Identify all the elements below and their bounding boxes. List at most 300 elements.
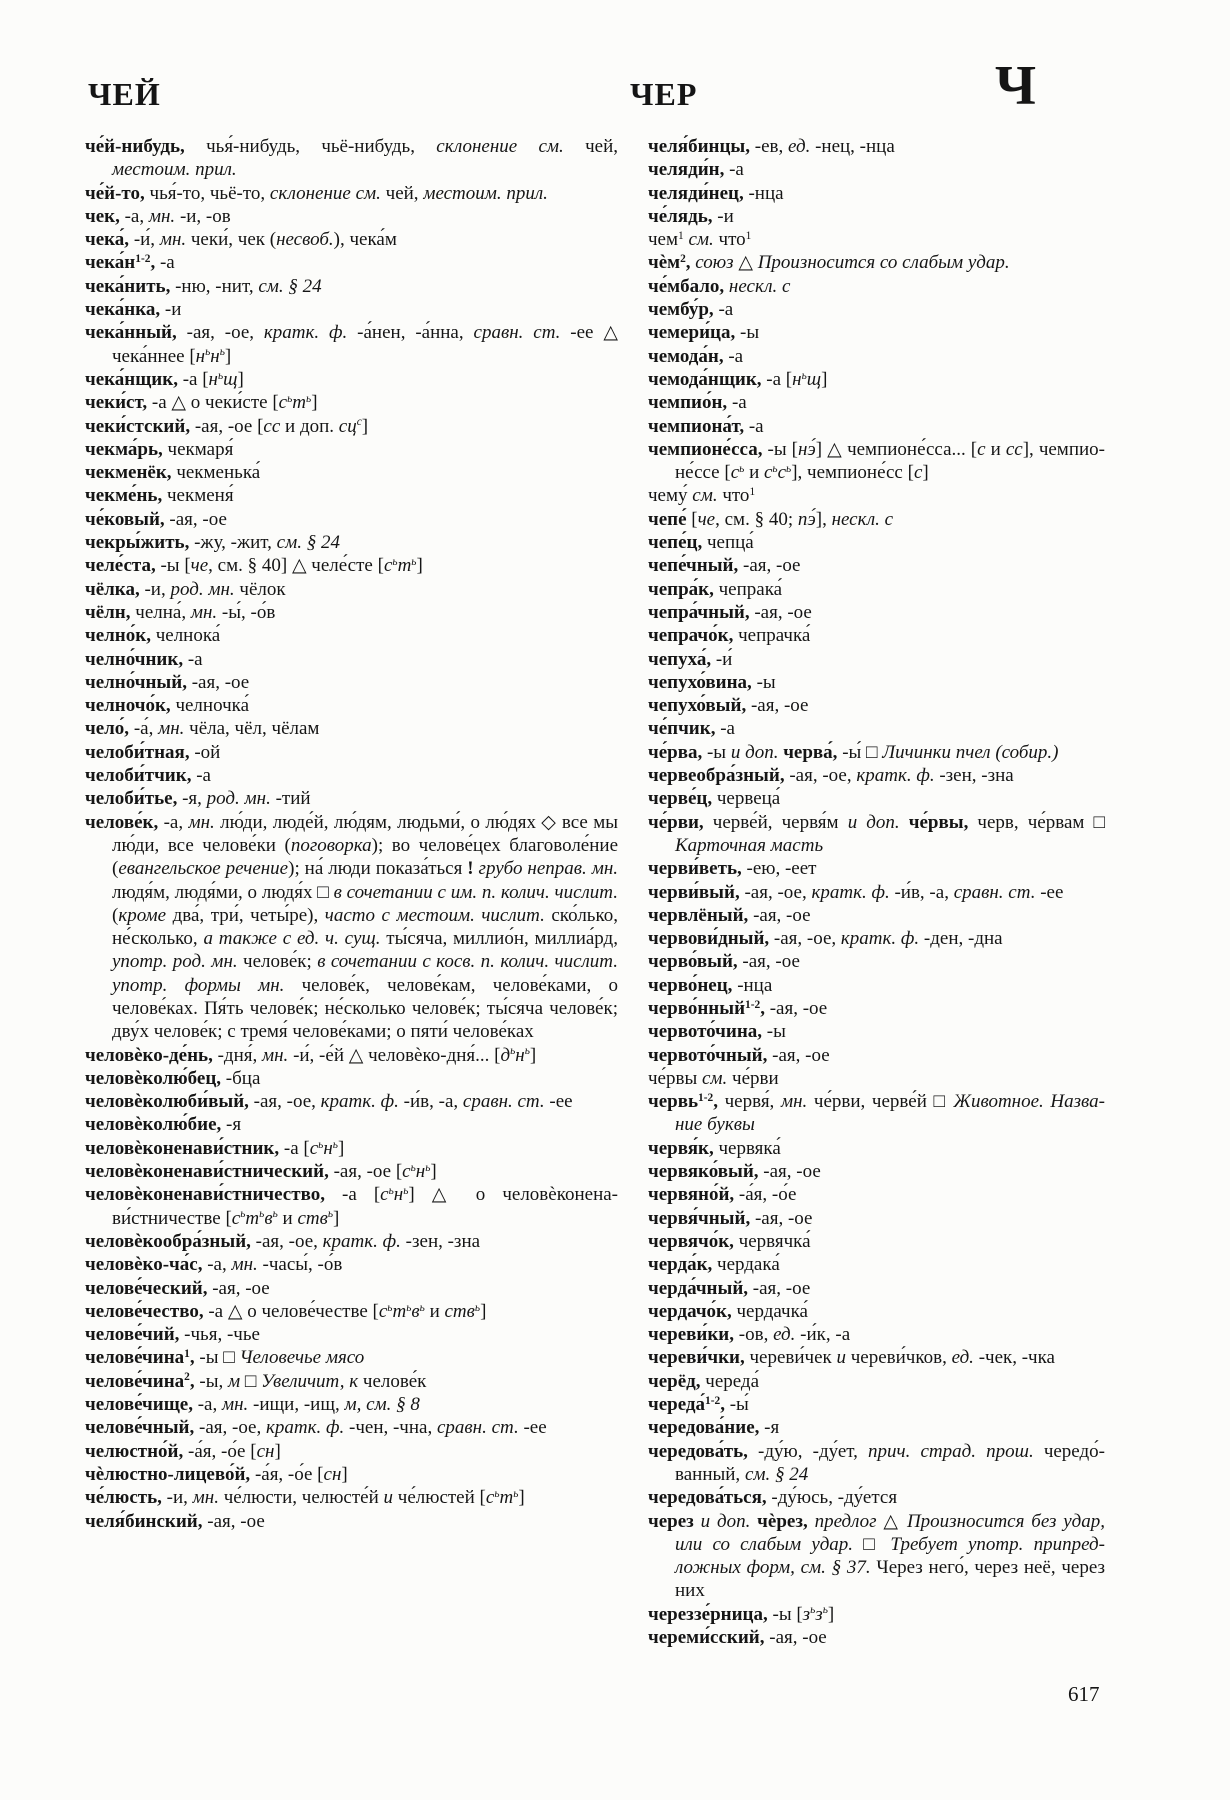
text-run: ь bbox=[822, 1604, 828, 1617]
dictionary-entry bbox=[648, 857, 1105, 880]
text-run: чем bbox=[648, 229, 679, 251]
text-run: , bbox=[760, 997, 765, 1019]
text-run: ь bbox=[510, 1045, 516, 1058]
text-run: чекры́жить, bbox=[85, 532, 190, 554]
text-run: употр. род. мн. bbox=[112, 951, 238, 973]
text-run: ] bbox=[827, 1603, 835, 1625]
text-run: ] bbox=[333, 1207, 340, 1229]
dictionary-entry bbox=[85, 1393, 618, 1416]
text-run: чей, bbox=[563, 136, 618, 157]
text-run: ] bbox=[337, 1137, 345, 1159]
dictionary-entry bbox=[85, 1300, 618, 1323]
text-run: ь bbox=[287, 393, 293, 405]
text-run: -ищи, -ищ, bbox=[248, 1394, 345, 1416]
dictionary-entry bbox=[648, 1230, 1105, 1253]
dictionary-entry bbox=[85, 415, 618, 438]
text-run: склонение см. bbox=[269, 182, 381, 204]
text-run: ] bbox=[361, 415, 369, 437]
text-run: мн. bbox=[221, 1394, 249, 1416]
text-run: чека́, bbox=[85, 229, 130, 251]
dictionary-entry bbox=[85, 601, 618, 624]
text-run: челове́ческий, bbox=[85, 1277, 208, 1299]
text-run: -а bbox=[727, 392, 747, 414]
text-run: -а bbox=[183, 648, 203, 670]
text-run: -а bbox=[724, 159, 744, 181]
text-run: челя́бинцы, bbox=[648, 136, 751, 157]
text-run: ], чемпио-не́ссе [ bbox=[675, 438, 1105, 484]
text-run: челове́чина bbox=[85, 1347, 185, 1369]
dictionary-entry bbox=[85, 1113, 618, 1136]
text-run: -ду́ю, -ду́ет, bbox=[747, 1440, 869, 1462]
dictionary-entry bbox=[648, 1183, 1105, 1206]
text-run: , см. § 40; bbox=[715, 508, 798, 530]
text-run: чепухо́вина, bbox=[648, 671, 752, 693]
text-run: червеобра́зный, bbox=[648, 765, 785, 787]
text-run: -а [ bbox=[177, 368, 209, 390]
text-run: -ая, -ое bbox=[748, 1277, 811, 1299]
text-run: ь bbox=[217, 369, 224, 382]
text-run: -и́ bbox=[711, 648, 733, 670]
text-run: -ая, -ое bbox=[738, 555, 801, 577]
text-run: сс bbox=[1005, 438, 1023, 460]
text-run: щ bbox=[223, 368, 238, 390]
text-run: -а́я, -о́е [ bbox=[250, 1463, 324, 1485]
text-run: местоим. прил. bbox=[423, 182, 548, 204]
dictionary-entry bbox=[85, 1416, 618, 1439]
text-run: -ы [ bbox=[155, 555, 191, 577]
text-run: , см. § 40] △ челе́сте [ bbox=[208, 555, 384, 577]
text-run: ед. bbox=[773, 1324, 796, 1346]
text-run: че́рви, bbox=[648, 811, 704, 833]
text-run: -ее bbox=[518, 1417, 547, 1439]
text-run: -и́к, -а bbox=[795, 1324, 851, 1346]
text-run: в сочетании с им. п. колич. числит. bbox=[333, 881, 618, 903]
text-run: и bbox=[985, 438, 1006, 460]
text-run: чепе́ц, bbox=[648, 532, 703, 554]
text-run: Человечье мясо bbox=[239, 1347, 365, 1369]
text-run: -ая, -ое bbox=[764, 1627, 827, 1648]
text-run: -ы [ bbox=[762, 438, 798, 460]
text-run: 1-2 bbox=[705, 1394, 721, 1407]
text-run: -ден, -дна bbox=[919, 928, 1003, 950]
text-run: чередо́-ванный, bbox=[675, 1440, 1105, 1485]
text-run: -ее △ чека́ннее [ bbox=[112, 322, 618, 367]
text-run: че bbox=[190, 555, 209, 577]
dictionary-entry bbox=[85, 508, 618, 531]
text-run: человѐконенави́стник, bbox=[85, 1137, 280, 1159]
text-run: че bbox=[697, 508, 716, 530]
text-run: -и, bbox=[139, 578, 171, 600]
text-run: н bbox=[323, 1137, 333, 1159]
text-run: -ая, -ое bbox=[748, 904, 811, 926]
text-run: -ы́ □ bbox=[837, 741, 883, 763]
text-run: челове́чина bbox=[85, 1370, 185, 1392]
text-run: , bbox=[150, 252, 156, 274]
text-run: через bbox=[648, 1510, 694, 1532]
text-run: -и́в, -а, bbox=[398, 1091, 463, 1113]
text-run: чекменька́ bbox=[171, 462, 261, 484]
text-run: ] △ о человѐконена-ви́стничестве [ bbox=[112, 1184, 618, 1229]
text-run: чья́-нибудь, чьё-нибудь, bbox=[184, 136, 437, 157]
text-run: челове́чище, bbox=[85, 1394, 193, 1416]
text-run: червячка́ bbox=[733, 1230, 811, 1252]
text-run: с bbox=[763, 462, 773, 484]
dictionary-entry bbox=[85, 648, 618, 671]
text-run: челночо́к, bbox=[85, 695, 171, 717]
text-run: людя́м, людя́ми, о людя́х □ bbox=[112, 881, 334, 903]
text-run: □ bbox=[240, 1370, 262, 1392]
text-run: т bbox=[245, 1207, 260, 1229]
text-run: череда́ bbox=[700, 1370, 760, 1392]
text-run: чек, bbox=[85, 205, 120, 227]
text-run: челе́ста, bbox=[85, 555, 156, 577]
dictionary-entry bbox=[648, 251, 1105, 274]
dictionary-entry bbox=[648, 974, 1105, 997]
text-run: -ая, -ое bbox=[758, 1161, 821, 1183]
text-run: -ая, -ое, bbox=[176, 322, 264, 344]
text-run: челове́чный, bbox=[85, 1417, 195, 1439]
text-run: и доп. bbox=[280, 415, 339, 437]
dictionary-entry bbox=[648, 1090, 1105, 1137]
dictionary-entry bbox=[648, 1323, 1105, 1346]
text-run: , bbox=[713, 1091, 718, 1113]
dictionary-entry bbox=[648, 950, 1105, 973]
dictionary-entry bbox=[85, 1346, 618, 1369]
text-run: ь bbox=[205, 346, 211, 359]
text-run: чемпио́н, bbox=[648, 392, 728, 414]
text-run: череви́чки, bbox=[648, 1347, 745, 1369]
text-run: несвоб. bbox=[276, 229, 334, 251]
text-run: мн. bbox=[231, 1254, 258, 1276]
text-run: ь bbox=[387, 1301, 393, 1314]
dictionary-entry bbox=[85, 717, 618, 740]
dictionary-entry bbox=[648, 345, 1105, 368]
text-run: ( bbox=[112, 904, 119, 926]
text-run: ь bbox=[272, 1208, 278, 1221]
text-run: -а́, bbox=[129, 718, 159, 740]
text-run: см. § 24 bbox=[258, 275, 322, 297]
text-run: ь bbox=[403, 1185, 409, 1198]
dictionary-entry bbox=[648, 1510, 1105, 1603]
dictionary-entry bbox=[85, 1253, 618, 1276]
text-run: че́люстей [ bbox=[393, 1487, 486, 1509]
text-run: н bbox=[515, 1044, 525, 1066]
text-run: человѐко-ча́с, bbox=[85, 1254, 203, 1276]
text-run: че́рви bbox=[727, 1067, 779, 1089]
text-run: ь bbox=[425, 1161, 431, 1174]
dictionary-entry bbox=[648, 1393, 1105, 1416]
text-run: -а bbox=[715, 718, 735, 740]
text-run: -и́, bbox=[129, 229, 160, 251]
text-run: н bbox=[792, 368, 802, 390]
text-run: грубо неправ. мн. bbox=[473, 858, 618, 880]
text-run: ь bbox=[259, 1208, 265, 1221]
dictionary-entry bbox=[85, 764, 618, 787]
text-run: ед. bbox=[788, 136, 811, 157]
text-run: -ая, -ое [ bbox=[328, 1161, 403, 1183]
text-run: -ы bbox=[762, 1021, 786, 1043]
text-run: , bbox=[720, 1394, 725, 1416]
text-run: че́лядь, bbox=[648, 205, 713, 227]
text-run: чемпионе́сса, bbox=[648, 438, 763, 460]
text-run: сравн. ст. bbox=[473, 322, 561, 344]
dictionary-entry bbox=[648, 1160, 1105, 1183]
text-run: -а [ bbox=[761, 368, 793, 390]
text-run: чему́ bbox=[648, 485, 693, 507]
text-run: □ bbox=[853, 1533, 891, 1555]
text-run: че́пчик, bbox=[648, 718, 716, 740]
text-run: -ы bbox=[702, 741, 731, 763]
text-run: ] bbox=[237, 368, 244, 390]
text-run: -часы́, -о́в bbox=[257, 1254, 343, 1276]
text-run: ь bbox=[327, 1208, 334, 1221]
text-run: человѐколюби́вый, bbox=[85, 1091, 249, 1113]
text-run: человѐколю́бие, bbox=[85, 1114, 222, 1136]
text-run: см. bbox=[688, 229, 714, 251]
text-run: че́й-то, bbox=[85, 182, 145, 204]
text-run: челна́, bbox=[130, 601, 191, 623]
text-run: череви́ки, bbox=[648, 1324, 735, 1346]
dictionary-entry bbox=[648, 182, 1105, 205]
text-run: чердачо́к, bbox=[648, 1300, 732, 1322]
text-run: челове́к, челове́кам, челове́ками, о челове́ках. Пя́ть челове́к; не́сколько челове́к; ты́сяча челове́к; дву́х челове́к; с тремя́ челове́ками; о пяти́ челове́ках bbox=[112, 974, 618, 1043]
text-run: -ая, -ое bbox=[764, 997, 828, 1019]
dictionary-entry bbox=[648, 1020, 1105, 1043]
text-run: че́люсть, bbox=[85, 1487, 162, 1509]
text-run: -ею, -еет bbox=[741, 858, 817, 880]
text-run: -а, bbox=[192, 1394, 222, 1416]
text-run: -я, bbox=[177, 788, 207, 810]
text-run: 1 bbox=[745, 229, 752, 242]
text-run: ); на́ люди показа́ться bbox=[288, 858, 468, 880]
text-run: -ы □ bbox=[194, 1347, 240, 1369]
text-run: червяко́вый, bbox=[648, 1161, 759, 1183]
text-run: черёд, bbox=[648, 1370, 701, 1392]
dictionary-entry bbox=[85, 275, 618, 298]
dictionary-entry bbox=[85, 368, 618, 391]
text-run: че́й-нибудь, bbox=[85, 136, 185, 157]
text-run: ] bbox=[311, 392, 318, 414]
text-run: см. § 24 bbox=[276, 532, 340, 554]
text-run: ь bbox=[392, 556, 398, 569]
text-run: мн. bbox=[159, 229, 187, 251]
running-head-left: ЧЕЙ bbox=[88, 76, 161, 112]
text-run: с bbox=[777, 462, 787, 484]
text-run: -нца bbox=[743, 182, 784, 204]
text-run: мн. bbox=[262, 1044, 289, 1066]
text-run: челове́чество, bbox=[85, 1300, 204, 1322]
text-run: -тий bbox=[270, 788, 311, 810]
text-run: череда́ bbox=[648, 1394, 706, 1416]
text-run: ] bbox=[341, 1463, 348, 1485]
text-run: -а bbox=[191, 765, 211, 787]
dictionary-entry bbox=[648, 927, 1105, 950]
text-run: чека́н bbox=[85, 252, 136, 274]
dictionary-entry bbox=[648, 391, 1105, 414]
text-run: чепра́к, bbox=[648, 578, 714, 600]
text-run: челоби́тье, bbox=[85, 788, 178, 810]
text-run: см. bbox=[692, 485, 718, 507]
text-run: ь bbox=[810, 1604, 816, 1617]
text-run: -и bbox=[160, 299, 182, 321]
text-run: с bbox=[913, 462, 923, 484]
text-run: с bbox=[485, 1487, 495, 1509]
text-run: см. § 24 bbox=[744, 1463, 809, 1485]
dictionary-entry bbox=[85, 1230, 618, 1253]
text-run: ] △ чемпионе́сса... [ bbox=[815, 438, 978, 460]
dictionary-entry bbox=[648, 508, 1105, 531]
text-run: -а́нен, -а́нна, bbox=[347, 322, 474, 344]
text-run: с bbox=[977, 438, 986, 460]
dictionary-entry bbox=[85, 578, 618, 601]
text-run: чѐлюстно-лицево́й, bbox=[85, 1463, 251, 1485]
dictionary-entry bbox=[648, 1253, 1105, 1276]
text-run: мн. bbox=[148, 205, 176, 227]
text-run: череви́чек bbox=[744, 1347, 837, 1369]
dictionary-entry bbox=[85, 321, 618, 368]
text-run: челнока́ bbox=[150, 625, 221, 647]
text-run: червото́чный, bbox=[648, 1044, 768, 1066]
text-run: ь bbox=[772, 462, 778, 475]
text-run: нэ́ bbox=[797, 438, 816, 460]
text-run: ь bbox=[240, 1208, 246, 1221]
dictionary-entry bbox=[85, 1183, 618, 1230]
text-run: чередова́ние, bbox=[648, 1417, 760, 1439]
text-run: чепрачка́ bbox=[733, 625, 811, 647]
text-run: -чья, -чье bbox=[179, 1324, 260, 1346]
text-run: -а, bbox=[119, 205, 149, 227]
text-run: чемпиона́т, bbox=[648, 415, 745, 437]
text-run: 1-2 bbox=[698, 1091, 714, 1104]
dictionary-entry bbox=[648, 531, 1105, 554]
text-run: червячо́к, bbox=[648, 1230, 734, 1252]
text-run: челоби́тная, bbox=[85, 741, 190, 763]
text-run: человѐконенави́стничество, bbox=[85, 1184, 325, 1206]
dictionary-entry bbox=[648, 997, 1105, 1020]
text-run: ), чека́м bbox=[333, 229, 397, 251]
text-run: черда́чный, bbox=[648, 1277, 749, 1299]
dictionary-entry bbox=[648, 368, 1105, 391]
text-run: кратк. ф. bbox=[263, 322, 348, 344]
dictionary-entry bbox=[85, 484, 618, 507]
dictionary-entry bbox=[648, 881, 1105, 904]
text-run: в сочетании с косв. п. колич. числит. употр. формы мн. bbox=[112, 951, 618, 996]
text-run: 1-2 bbox=[745, 998, 761, 1011]
text-run: чекменёк, bbox=[85, 462, 172, 484]
text-run: и bbox=[424, 1300, 445, 1322]
text-run: ств bbox=[444, 1300, 475, 1322]
text-run: чемери́ца, bbox=[648, 322, 736, 344]
text-run: кратк. ф. bbox=[322, 1230, 401, 1252]
text-run: челове́чий, bbox=[85, 1324, 180, 1346]
text-run: чёлка, bbox=[85, 578, 140, 600]
text-run: род. мн. bbox=[206, 788, 271, 810]
text-run: д bbox=[500, 1044, 511, 1066]
text-run: что bbox=[713, 229, 746, 251]
dictionary-entry bbox=[85, 1044, 618, 1067]
text-run: -ая, -ое bbox=[207, 1277, 270, 1299]
dictionary-entry bbox=[648, 158, 1105, 181]
text-run: человѐконенави́стнический, bbox=[85, 1161, 329, 1183]
text-run: чемода́н, bbox=[648, 345, 724, 367]
text-run: черве́й, червя́м bbox=[703, 811, 848, 833]
dictionary-entry bbox=[648, 1277, 1105, 1300]
text-run: Карточная масть bbox=[675, 834, 824, 856]
text-run: ь bbox=[801, 369, 807, 382]
text-run: червя́чный, bbox=[648, 1207, 751, 1229]
text-run: кратк. ф. bbox=[856, 765, 935, 787]
dictionary-entry bbox=[648, 415, 1105, 438]
dictionary-entry bbox=[85, 1486, 618, 1509]
text-run: 1 bbox=[749, 486, 756, 499]
text-run: н bbox=[208, 368, 218, 390]
dictionary-entry bbox=[648, 578, 1105, 601]
text-run: -ая, -ое, bbox=[739, 881, 812, 903]
text-run: че́ковый, bbox=[85, 508, 165, 530]
text-run: чепца́ bbox=[702, 532, 754, 554]
text-run: евангельское речение bbox=[118, 858, 289, 880]
text-run: чердака́ bbox=[712, 1254, 780, 1276]
text-run: -ая, -ое, bbox=[250, 1230, 323, 1252]
text-run: -ая, -ое, bbox=[769, 928, 841, 950]
text-run: чеки́ст, bbox=[85, 392, 148, 414]
text-run: ь bbox=[739, 462, 745, 475]
text-run: Требует употр. припред-ложных форм, см. § 37. bbox=[675, 1533, 1105, 1579]
text-run: чепухо́вый, bbox=[648, 695, 747, 717]
text-run: 1-2 bbox=[135, 253, 151, 266]
dictionary-entry bbox=[85, 1440, 618, 1463]
dictionary-entry bbox=[648, 624, 1105, 647]
text-run: че́рвы bbox=[648, 1067, 702, 1089]
running-head-right: ЧЕР bbox=[630, 76, 698, 112]
text-run: челночка́ bbox=[170, 695, 250, 717]
dictionary-entry bbox=[648, 298, 1105, 321]
dictionary-entry bbox=[648, 438, 1105, 485]
text-run: чекма́рь, bbox=[85, 438, 163, 460]
text-run: -ая, -ое, bbox=[194, 1417, 266, 1439]
text-run: с bbox=[383, 555, 393, 577]
text-run: чело́, bbox=[85, 718, 130, 740]
text-run: -я bbox=[221, 1114, 242, 1136]
text-run: ] bbox=[529, 1044, 537, 1066]
dictionary-entry bbox=[648, 1486, 1105, 1509]
text-run: т bbox=[499, 1487, 514, 1509]
dictionary-entry bbox=[648, 321, 1105, 344]
dictionary-entry bbox=[648, 228, 1105, 251]
dictionary-entry bbox=[85, 1137, 618, 1160]
text-run: мн. bbox=[192, 1487, 219, 1509]
text-run: н bbox=[415, 1161, 426, 1183]
text-run: с bbox=[402, 1161, 411, 1183]
text-run: т bbox=[392, 1300, 407, 1322]
text-run: череззе́рница, bbox=[648, 1603, 768, 1625]
text-run: з bbox=[815, 1603, 823, 1625]
text-run: и доп. bbox=[730, 741, 779, 763]
text-run: чередова́ть, bbox=[648, 1440, 748, 1462]
text-run: черви́вый, bbox=[648, 881, 740, 903]
text-run: и bbox=[277, 1207, 298, 1229]
text-run: чека́нный, bbox=[85, 322, 177, 344]
text-run: червя́, bbox=[717, 1091, 781, 1113]
text-run: с bbox=[730, 462, 740, 484]
dictionary-entry bbox=[85, 531, 618, 554]
dictionary-entry bbox=[648, 648, 1105, 671]
text-run: 1 bbox=[678, 229, 684, 242]
text-run: ь bbox=[406, 1301, 412, 1314]
text-run: -ду́юсь, -ду́ется bbox=[766, 1487, 898, 1509]
dictionary-entry bbox=[85, 1090, 618, 1113]
text-run: два́, три́, четы́ре), bbox=[166, 904, 325, 926]
